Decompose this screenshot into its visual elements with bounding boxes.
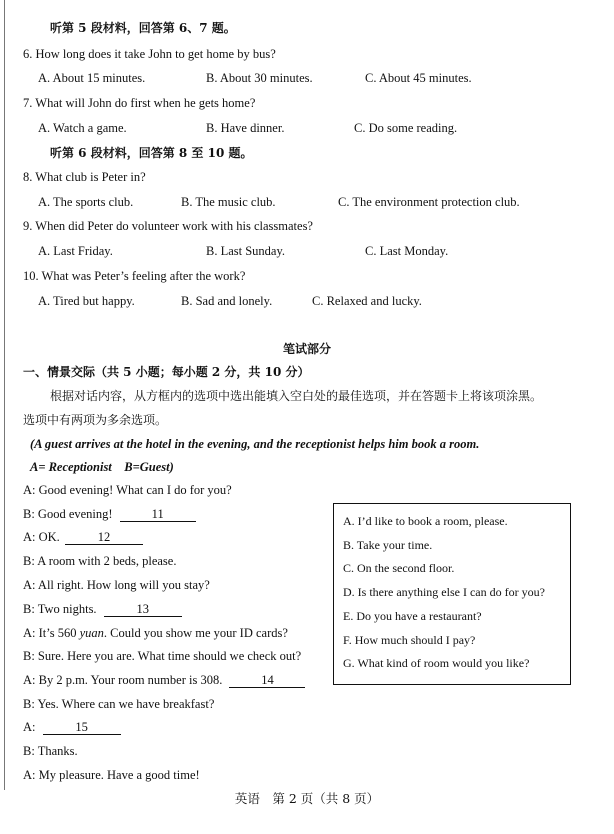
- section6-instruction: 听第 6 段材料，回答第 8 至 10 题。: [50, 146, 253, 160]
- question-8-stem: 8. What club is Peter in?: [23, 170, 146, 184]
- question-6-option-a: A. About 15 minutes.: [38, 71, 146, 85]
- page-footer: 英语 第 2 页（共 8 页）: [234, 791, 380, 806]
- box-option-f: F. How much should I pay?: [343, 633, 476, 647]
- dialogue-line-10: B: Yes. Where can we have breakfast?: [23, 697, 215, 711]
- dialogue-context: (A guest arrives at the hotel in the evening, and the receptionist helps him book a room.: [30, 437, 480, 451]
- dialogue-line-6-text: B: Two nights.: [23, 602, 97, 616]
- question-9-option-a: A. Last Friday.: [38, 244, 113, 258]
- question-6-option-c: C. About 45 minutes.: [365, 71, 472, 85]
- question-8-option-a: A. The sports club.: [38, 195, 134, 209]
- box-option-g: G. What kind of room would you like?: [343, 656, 530, 670]
- written-part-title: 笔试部分: [282, 342, 331, 356]
- dialogue-line-9: [23, 672, 305, 688]
- dialogue-line-6: [23, 601, 182, 617]
- dialogue-line-12: B: Thanks.: [23, 744, 78, 758]
- question-10-option-b: B. Sad and lonely.: [181, 294, 273, 308]
- dialogue-roles: A= Receptionist B=Guest): [30, 460, 174, 474]
- answer-blank-11: 11: [120, 507, 196, 522]
- section5-instruction: 听第 5 段材料，回答第 6、7 题。: [50, 21, 236, 35]
- answer-blank-15: 15: [43, 720, 121, 735]
- box-option-c: C. On the second floor.: [343, 561, 455, 575]
- dialogue-line-7-italic: yuan: [79, 626, 104, 640]
- dialogue-line-2-text: B: Good evening!: [23, 507, 113, 521]
- dialogue-line-11: [23, 719, 121, 735]
- answer-blank-13: 13: [104, 602, 182, 617]
- instruction-line-2: 选项中有两项为多余选项。: [23, 413, 168, 427]
- question-6-stem: 6. How long does it take John to get home by bus?: [23, 47, 276, 61]
- question-6-option-b: B. About 30 minutes.: [206, 71, 313, 85]
- question-7-stem: 7. What will John do first when he gets home?: [23, 96, 256, 110]
- dialogue-line-11-text: A:: [23, 720, 36, 734]
- dialogue-line-7: [23, 625, 288, 641]
- question-7-option-b: B. Have dinner.: [206, 121, 285, 135]
- dialogue-line-9-text: A: By 2 p.m. Your room number is 308.: [23, 673, 223, 687]
- dialogue-line-5: A: All right. How long will you stay?: [23, 578, 210, 592]
- question-10-option-c: C. Relaxed and lucky.: [312, 294, 422, 308]
- question-8-option-b: B. The music club.: [181, 195, 276, 209]
- dialogue-line-13: A: My pleasure. Have a good time!: [23, 768, 200, 782]
- question-9-option-c: C. Last Monday.: [365, 244, 449, 258]
- question-9-option-b: B. Last Sunday.: [206, 244, 286, 258]
- dialogue-line-3: [23, 529, 143, 545]
- dialogue-line-1: A: Good evening! What can I do for you?: [23, 483, 232, 497]
- instruction-line-1: 根据对话内容，从方框内的选项中选出能填入空白处的最佳选项，并在答题卡上将该项涂黑。: [50, 389, 543, 403]
- dialogue-line-3-text: A: OK.: [23, 530, 60, 544]
- dialogue-line-2: [23, 506, 196, 522]
- question-8-option-c: C. The environment protection club.: [338, 195, 520, 209]
- dialogue-line-7-pre: A: It’s 560: [23, 626, 80, 640]
- dialogue-line-4: B: A room with 2 beds, please.: [23, 554, 177, 568]
- question-9-stem: 9. When did Peter do volunteer work with his classmates?: [23, 219, 313, 233]
- question-7-option-c: C. Do some reading.: [354, 121, 458, 135]
- question-7-option-a: A. Watch a game.: [38, 121, 127, 135]
- dialogue-line-8: B: Sure. Here you are. What time should we check out?: [23, 649, 302, 663]
- question-10-stem: 10. What was Peter’s feeling after the work?: [23, 269, 246, 283]
- box-option-d: D. Is there anything else I can do for you?: [343, 585, 545, 599]
- box-option-b: B. Take your time.: [343, 538, 433, 552]
- dialogue-line-7-post: . Could you show me your ID cards?: [103, 626, 288, 640]
- options-box: [333, 503, 571, 685]
- section1-title: 一、情景交际（共 5 小题；每小题 2 分，共 10 分）: [23, 365, 310, 379]
- binding-margin-line: [4, 0, 5, 790]
- answer-blank-14: 14: [229, 673, 305, 688]
- answer-blank-12: 12: [65, 530, 143, 545]
- box-option-e: E. Do you have a restaurant?: [343, 609, 482, 623]
- box-option-a: A. I’d like to book a room, please.: [343, 514, 508, 528]
- question-10-option-a: A. Tired but happy.: [38, 294, 135, 308]
